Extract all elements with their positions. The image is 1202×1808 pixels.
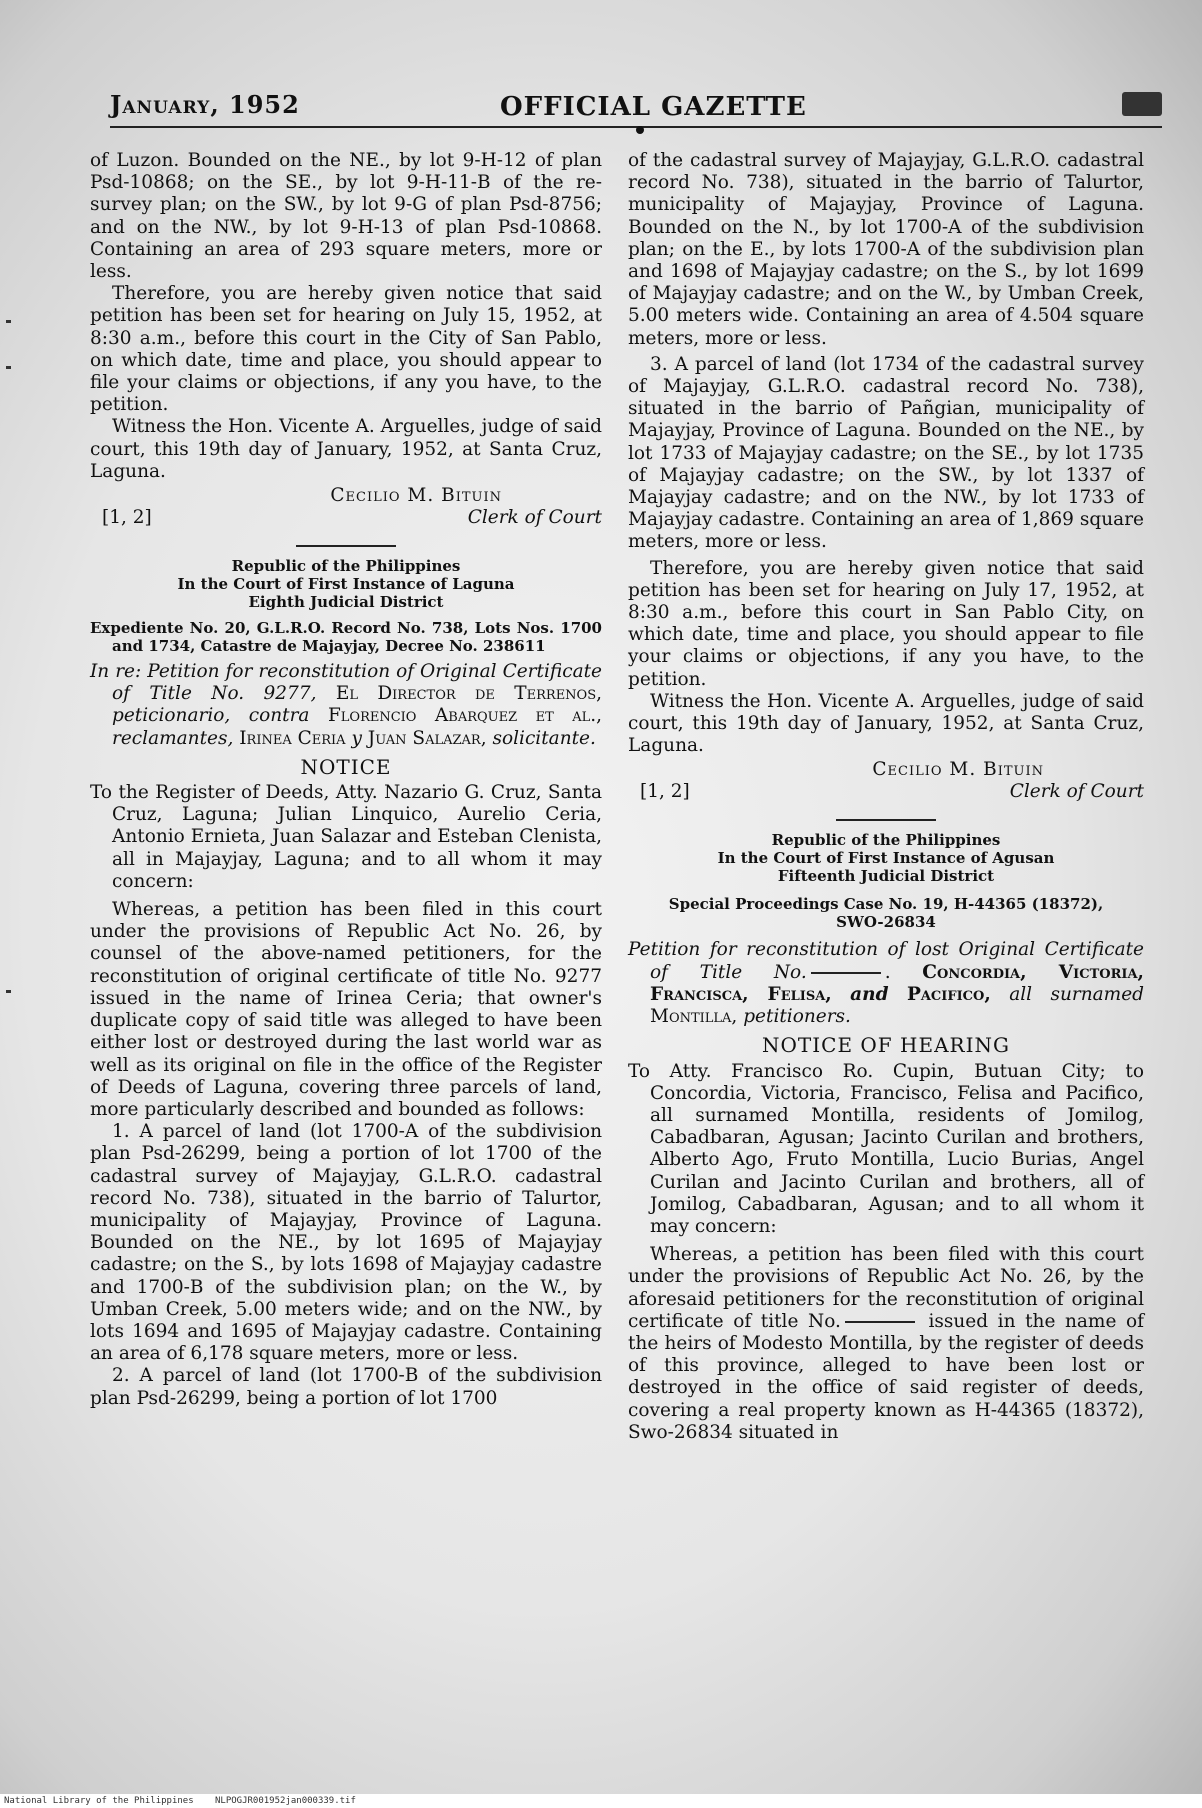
blank-line	[811, 972, 881, 974]
parcel-description: 1. A parcel of land (lot 1700-A of the subdivision plan Psd-26299, being a portion of lot 1700 of the cadastral survey of Majayjay, G.L.R.O. cadastral record No. 738), situated in the barrio of Talurtor, municipality of Majayjay, Province of Laguna. Bounded on the NE., by lot 1695 of Majayjay cadastre; on the S., by lots 1698 of Majayjay cadastre and 1700-B of the subdivision plan; on the W., by Umban Creek, 5.00 meters wide; and on the NW., by lots 1694 and 1695 of Majayjay cadastre. Containing an area of 6,178 square meters, more or less.	[90, 1121, 602, 1365]
notice-heading: NOTICE OF HEARING	[762, 1033, 1010, 1058]
paragraph: of Luzon. Bounded on the NE., by lot 9-H-12 of plan Psd-10868; on the SE., by lot 9-H-11-B of the re-survey plan; on the SW., by lot 9-G of plan Psd-8756; and on the NW., by lot 9-H-13 of plan Psd-10868. Containing an area of 293 square meters, more or less.	[90, 150, 602, 283]
case-caption: Petition for reconstitution of lost Original Certificate of Title No. . Concordia, Victoria, Francisca, Felisa, and Pacifico, all surnamed Montilla, petitioners.	[628, 939, 1144, 1028]
footer-source: National Library of the Philippines	[4, 1796, 194, 1806]
signer-name: Cecilio M. Bituin	[330, 485, 502, 507]
header-date: January, 1952	[110, 90, 300, 119]
signer-title: Clerk of Court	[1009, 781, 1144, 803]
scan-edge-mark	[6, 366, 11, 369]
parcel-description: 2. A parcel of land (lot 1700-B of the subdivision plan Psd-26299, being a portion of lot 1700	[90, 1365, 602, 1409]
footer-filename: NLPOGJR001952jan000339.tif	[215, 1796, 356, 1806]
parcel-description: of the cadastral survey of Majayjay, G.L.R.O. cadastral record No. 738), situated in the barrio of Talurtor, municipality of Majayjay, Province of Laguna. Bounded on the N., by lot 1700-A of the subdivision plan; on the E., by lots 1700-A of the subdivision plan and 1698 of Majayjay cadastre; on the S., by lot 1699 of Majayjay cadastre; and on the W., by Umban Creek, 5.00 meters wide. Containing an area of 4.504 square meters, more or less.	[628, 150, 1144, 349]
paragraph: Witness the Hon. Vicente A. Arguelles, judge of said court, this 19th day of January, 1952, at Santa Cruz, Laguna.	[90, 416, 602, 482]
header-publication: OFFICIAL GAZETTE	[500, 92, 807, 122]
page-number-blot	[1122, 92, 1162, 116]
court-line: In the Court of First Instance of Agusan	[717, 849, 1055, 868]
paragraph: Therefore, you are hereby given notice that said petition has been set for hearing on July 17, 1952, at 8:30 a.m., before this court in San Pablo City, on which date, time and place, you should appear to file your claims or objections, if any you have, to the petition.	[628, 557, 1144, 690]
section-divider	[836, 819, 936, 821]
page-header	[110, 86, 1162, 128]
section-divider	[296, 545, 396, 547]
signature-block	[90, 483, 602, 531]
notice-addressees: To Atty. Francisco Ro. Cupin, Butuan City; to Concordia, Victoria, Francisco, Felisa and Pacifico, all surnamed Montilla, residents of Jomilog, Cabadbaran, Agusan; Jacinto Curilan and brothers, Alberto Ago, Fruto Montilla, Lucio Burias, Angel Curilan and Jacinto Curilan and brothers, all of Jomilog, Cabadbaran, Agusan; and to all whom it may concern:	[628, 1060, 1144, 1237]
parcel-description: 3. A parcel of land (lot 1734 of the cadastral survey of Majayjay, G.L.R.O. cadastral record No. 738), situated in the barrio of Pañgian, municipality of Majayjay, Province of Laguna. Bounded on the NE., by lot 1733 of Majayjay cadastre; on the SE., by lot 1735 of Majayjay cadastre; on the SW., by lot 1337 of Majayjay cadastre; and on the NW., by lot 1733 of Majayjay cadastre. Containing an area of 1,869 square meters, more or less.	[628, 353, 1144, 553]
paragraph: Whereas, a petition has been filed in this court under the provisions of Republic Act No. 26, by counsel of the above-named petitioners, for the reconstitution of original certificate of title No. 9277 issued in the name of Irinea Ceria; that owner's duplicate copy of said title was alleged to have been either lost or destroyed during the last world war as well as its original on file in the office of the Register of Deeds of Laguna, covering three parcels of land, more particularly described and bounded as follows:	[90, 899, 602, 1120]
right-column	[628, 150, 1144, 1444]
court-line: Fifteenth Judicial District	[777, 867, 995, 886]
notice-addressees: To the Register of Deeds, Atty. Nazario G. Cruz, Santa Cruz, Laguna; Julian Linquico, Aurelio Ceria, Antonio Ernieta, Juan Salazar and Esteban Clenista, all in Majayjay, Laguna; and to all whom it may concern:	[90, 782, 602, 892]
header-dot	[636, 126, 644, 134]
case-caption: In re: Petition for reconstitution of Original Certificate of Title No. 9277, El Director de Terrenos, peticionario, contra Florencio Abarquez et al., reclamantes, Irinea Ceria y Juan Salazar, solicitante.	[90, 661, 602, 749]
paragraph: Whereas, a petition has been filed with this court under the provisions of Republic Act No. 26, by the aforesaid petitioners for the reconstitution of original certificate of title No. issued in the name of the heirs of Modesto Montilla, by the register of deeds of this province, alleged to have been lost or destroyed in the office of said register of deeds, covering a real property known as H-44365 (18372), Swo-26834 situated in	[628, 1244, 1144, 1443]
paragraph: Therefore, you are hereby given notice that said petition has been set for hearing on July 15, 1952, at 8:30 a.m., before this court in the City of San Pablo, on which date, time and place, you should appear to file your claims or objections, if any you have, to the petition.	[90, 283, 602, 416]
scan-edge-mark	[6, 320, 11, 323]
scan-edge-mark	[6, 990, 11, 993]
court-line: In the Court of First Instance of Laguna	[177, 575, 515, 594]
scan-footer	[0, 1794, 1202, 1808]
signer-name: Cecilio M. Bituin	[872, 759, 1044, 781]
docket-number: Expediente No. 20, G.L.R.O. Record No. 738, Lots Nos. 1700 and 1734, Catastre de Majayjay, Decree No. 238611	[90, 619, 602, 656]
notice-heading: NOTICE	[300, 754, 392, 779]
court-line: Republic of the Philippines	[771, 831, 1001, 850]
court-heading	[628, 831, 1144, 885]
blank-line	[845, 1321, 915, 1323]
issue-reference: [1, 2]	[102, 507, 152, 529]
court-line: Republic of the Philippines	[231, 557, 461, 576]
issue-reference: [1, 2]	[640, 781, 690, 803]
docket-number: Special Proceedings Case No. 19, H-44365 (18372), SWO-26834	[668, 895, 1104, 932]
court-line: Eighth Judicial District	[248, 593, 444, 612]
signer-title: Clerk of Court	[467, 507, 602, 529]
signature-block	[628, 757, 1144, 805]
court-heading	[90, 557, 602, 611]
paragraph: Witness the Hon. Vicente A. Arguelles, judge of said court, this 19th day of January, 1952, at Santa Cruz, Laguna.	[628, 690, 1144, 757]
left-column	[90, 150, 602, 1410]
